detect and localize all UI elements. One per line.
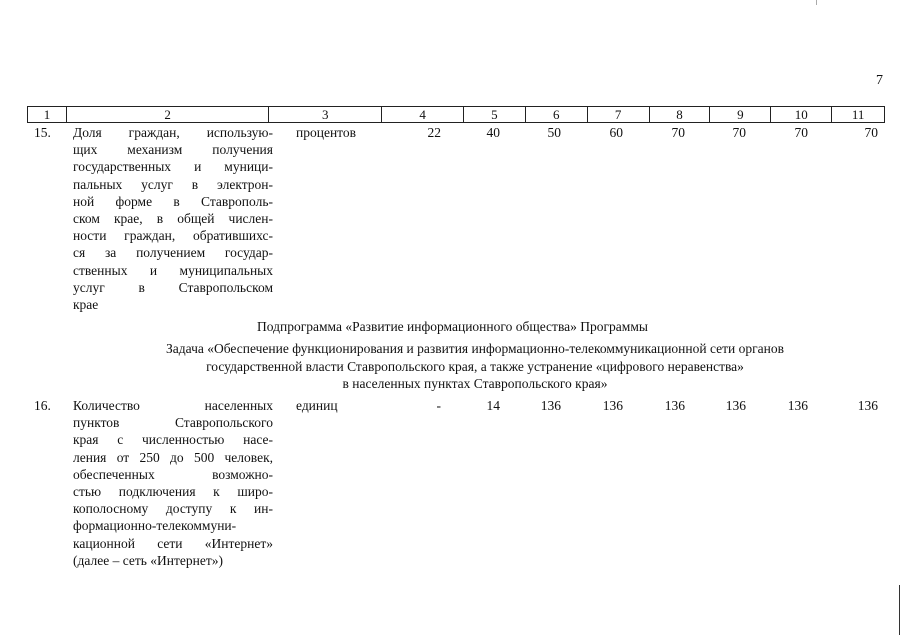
description-line: услуг в Ставропольском: [73, 279, 273, 295]
unit-of-measure: процентов: [296, 125, 357, 140]
value-cell: 136: [857, 398, 878, 413]
description-line: края с численностью насе-: [73, 432, 273, 448]
subprogram-title: Подпрограмма «Развитие информационного общества» Программы: [257, 319, 648, 334]
value-cell: 40: [486, 125, 500, 140]
value-cell: 136: [540, 398, 561, 413]
page-number: 7: [876, 73, 883, 88]
value-cell: 70: [671, 125, 685, 140]
description-line: ся за получением государ-: [73, 245, 273, 261]
column-number: 6: [526, 107, 588, 122]
description-line: (далее – сеть «Интернет»): [73, 552, 224, 568]
column-number: 10: [771, 107, 832, 122]
description-line: ском крае, в общей числен-: [73, 211, 273, 227]
column-number: 2: [67, 107, 270, 122]
column-number: 9: [710, 107, 771, 122]
indicator-description: [73, 397, 273, 569]
scan-edge-mark: [899, 585, 900, 635]
description-line: щих механизм получения: [73, 142, 273, 158]
task-title: [120, 340, 830, 393]
description-line: стью подключения к широ-: [73, 484, 273, 500]
column-number: 3: [269, 107, 382, 122]
task-title-line: в населенных пунктах Ставропольского края»: [342, 376, 608, 391]
task-title-line: Задача «Обеспечение функционирования и развития информационно-телекоммуникационной сети органов: [166, 341, 784, 356]
column-number: 4: [382, 107, 464, 122]
value-cell: 70: [732, 125, 746, 140]
value-cell: 50: [547, 125, 561, 140]
column-number: 7: [588, 107, 650, 122]
description-line: ственных и муниципальных: [73, 262, 273, 278]
column-number: 5: [464, 107, 526, 122]
value-cell: 136: [664, 398, 685, 413]
unit-of-measure: единиц: [296, 398, 338, 413]
value-cell: 70: [864, 125, 878, 140]
value-cell: 136: [602, 398, 623, 413]
description-line: формационно-телекоммуни-: [73, 518, 237, 534]
description-line: ной форме в Ставрополь-: [73, 193, 273, 209]
value-cell: 136: [787, 398, 808, 413]
value-cell: 60: [609, 125, 623, 140]
value-cell: 70: [794, 125, 808, 140]
indicator-description: [73, 124, 273, 313]
description-line: пунктов Ставропольского: [73, 415, 273, 431]
value-cell: 22: [427, 125, 441, 140]
task-title-line: государственной власти Ставропольского края, а также устранение «цифрового неравенства»: [206, 358, 744, 374]
row-number: 15.: [34, 125, 51, 140]
description-line: кационной сети «Интернет»: [73, 535, 273, 551]
column-number: 11: [851, 107, 865, 122]
description-line: Доля граждан, использую-: [73, 125, 273, 140]
description-line: государственных и муници-: [73, 159, 273, 175]
description-line: пальных услуг в электрон-: [73, 176, 273, 192]
scan-tick-mark: [816, 0, 817, 5]
description-line: Количество населенных: [73, 398, 273, 413]
description-line: ления от 250 до 500 человек,: [73, 449, 273, 465]
value-cell: -: [436, 398, 441, 413]
value-cell: 14: [486, 398, 500, 413]
description-line: обеспеченных возможно-: [73, 466, 273, 482]
value-cell: 136: [725, 398, 746, 413]
column-number: 8: [650, 107, 711, 122]
column-number: 1: [28, 107, 67, 122]
description-line: ности граждан, обратившихс-: [73, 228, 273, 244]
row-number: 16.: [34, 398, 51, 413]
description-line: кополосному доступу к ин-: [73, 501, 273, 517]
column-number-header: [27, 106, 885, 123]
description-line: крае: [73, 297, 99, 313]
